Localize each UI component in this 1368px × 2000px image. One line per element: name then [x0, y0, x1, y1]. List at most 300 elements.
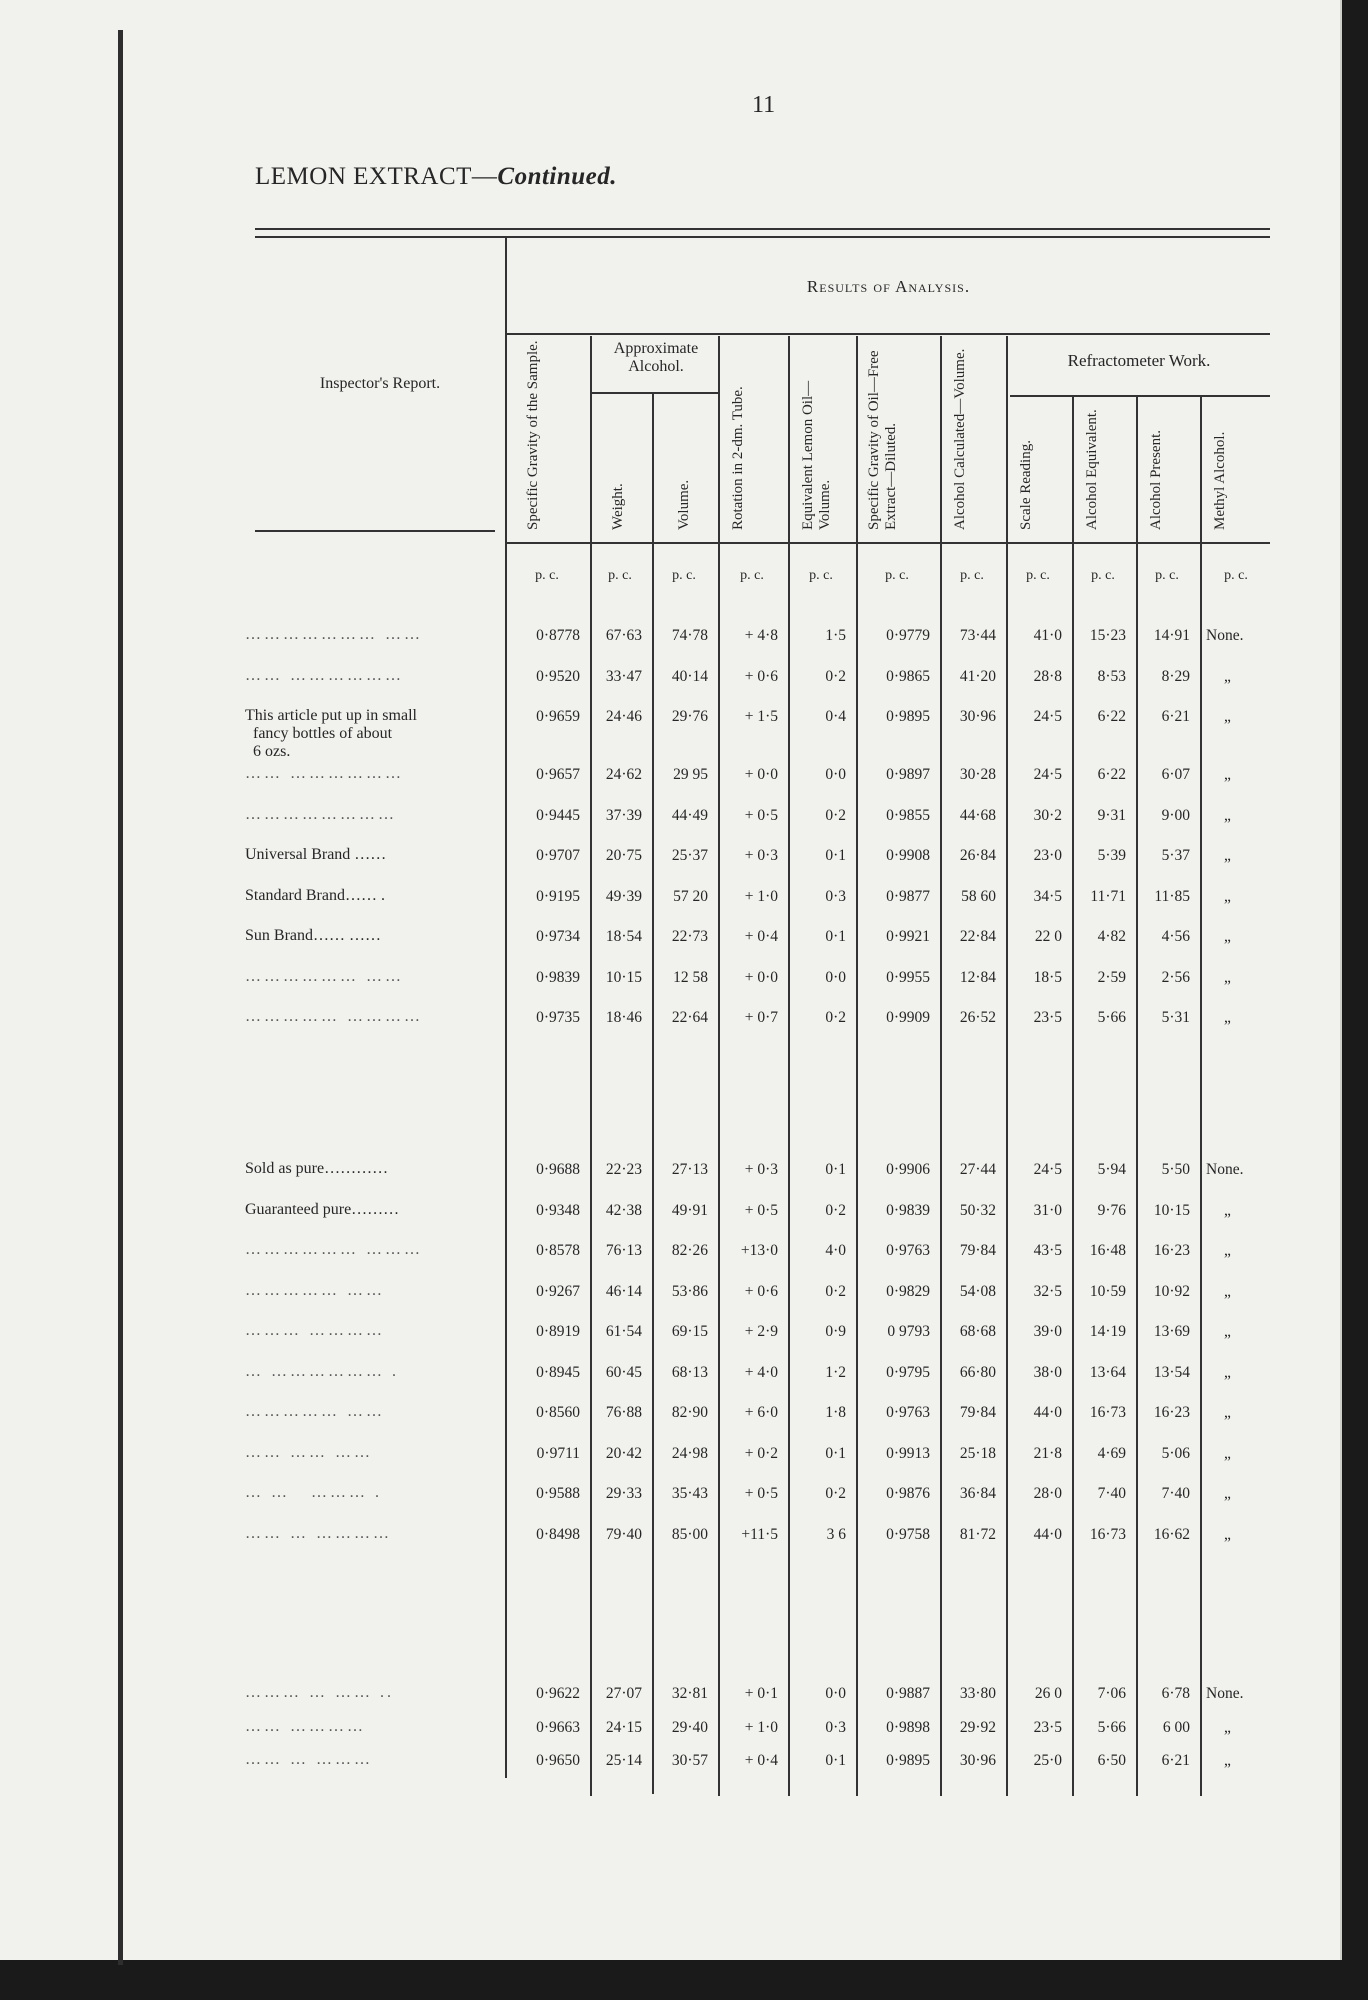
cell-methyl: „: [1224, 1363, 1231, 1381]
header-alcohol-present: Alcohol Present.: [1148, 430, 1164, 530]
header-alcohol-equivalent: Alcohol Equivalent.: [1084, 409, 1100, 530]
header-scale-reading: Scale Reading.: [1018, 440, 1034, 530]
title-continued: Continued.: [497, 163, 618, 190]
cell-equiv: 6·50: [1097, 1752, 1126, 1769]
cell-rot: + 0·6: [744, 1282, 778, 1300]
inspector-report: This article put up in small fancy bottles of about 6 ozs.: [245, 707, 417, 760]
cell-methyl: None.: [1206, 1685, 1244, 1702]
divider-3: [718, 336, 720, 1796]
cell-alc: 27·44: [959, 1161, 996, 1178]
cell-sgof: 0·9829: [886, 1282, 930, 1300]
cell-alc: 66·80: [959, 1363, 996, 1381]
cell-sgof: 0·9839: [886, 1201, 930, 1219]
cell-present: 16·23: [1153, 1404, 1190, 1421]
cell-rot: + 0·5: [744, 806, 778, 824]
cell-alc: 68·68: [959, 1323, 996, 1340]
cell-oil: 1·5: [825, 627, 846, 644]
cell-vol: 22·73: [671, 928, 708, 945]
cell-scale: 23·0: [1033, 847, 1062, 864]
cell-oil: 0·9: [825, 1323, 846, 1340]
header-approx-alcohol: Approximate Alcohol.: [613, 340, 699, 375]
cell-alc: 58 60: [961, 887, 996, 905]
cell-equiv: 9·31: [1097, 806, 1126, 824]
header-rotation: Rotation in 2-dm. Tube.: [730, 386, 746, 530]
divider-2: [652, 394, 654, 1794]
inspector-report: Sun Brand…… ……: [245, 927, 381, 944]
divider-inspector: [505, 238, 507, 1778]
cell-rot: + 0·1: [744, 1685, 778, 1702]
inspector-report: Guaranteed pure………: [245, 1200, 400, 1218]
cell-rot: + 0·5: [744, 1201, 778, 1219]
cell-present: 7·40: [1161, 1485, 1190, 1502]
unit-label: p. c.: [608, 568, 632, 583]
header-weight: Weight.: [610, 483, 626, 530]
cell-sg: 0·9711: [536, 1444, 580, 1462]
cell-equiv: 9·76: [1097, 1201, 1126, 1219]
cell-vol: 24·98: [671, 1444, 708, 1462]
inspector-report: …… ………………: [245, 666, 404, 684]
cell-present: 8·29: [1161, 667, 1190, 685]
divider-6: [940, 336, 942, 1796]
cell-oil: 4·0: [825, 1242, 846, 1259]
cell-sgof: 0·9758: [886, 1525, 930, 1543]
cell-methyl: „: [1224, 806, 1231, 824]
cell-sg: 0·8919: [536, 1323, 580, 1340]
cell-wt: 18·46: [605, 1009, 642, 1026]
cell-present: 6·21: [1161, 1752, 1190, 1769]
cell-equiv: 7·06: [1097, 1685, 1126, 1702]
cell-alc: 54·08: [959, 1282, 996, 1300]
divider-5: [856, 336, 858, 1796]
cell-equiv: 6·22: [1097, 708, 1126, 725]
cell-scale: 30·2: [1033, 806, 1062, 824]
cell-sgof: 0·9887: [886, 1685, 930, 1702]
cell-present: 11·85: [1154, 887, 1190, 905]
cell-scale: 24·5: [1033, 1161, 1062, 1178]
cell-oil: 0·0: [825, 968, 846, 986]
cell-wt: 20·42: [605, 1444, 642, 1462]
cell-equiv: 14·19: [1089, 1323, 1126, 1340]
cell-wt: 18·54: [605, 928, 642, 945]
cell-rot: + 0·4: [744, 1752, 778, 1769]
cell-scale: 24·5: [1033, 708, 1062, 725]
cell-methyl: „: [1224, 1323, 1231, 1340]
cell-vol: 29 95: [673, 766, 708, 783]
cell-sg: 0·8498: [536, 1525, 580, 1543]
cell-equiv: 5·66: [1097, 1009, 1126, 1026]
header-volume: Volume.: [676, 479, 692, 530]
cell-alc: 26·52: [959, 1009, 996, 1026]
cell-scale: 26 0: [1034, 1685, 1062, 1702]
cell-present: 9·00: [1161, 806, 1190, 824]
cell-rot: + 0·6: [744, 667, 778, 685]
cell-alc: 81·72: [959, 1525, 996, 1543]
cell-vol: 82·90: [671, 1404, 708, 1421]
cell-wt: 42·38: [605, 1201, 642, 1219]
cell-oil: 0·1: [825, 928, 846, 945]
cell-alc: 26·84: [959, 847, 996, 864]
cell-wt: 37·39: [605, 806, 642, 824]
cell-scale: 23·5: [1033, 1718, 1062, 1736]
inspector-report: ………………… ……: [245, 626, 423, 643]
cell-present: 4·56: [1161, 928, 1190, 945]
cell-present: 6 00: [1162, 1718, 1190, 1736]
page-title: [255, 163, 617, 191]
cell-oil: 0·2: [825, 1485, 846, 1502]
unit-label: p. c.: [672, 568, 696, 583]
cell-sg: 0·9735: [536, 1009, 580, 1026]
header-specific-gravity: Specific Gravity of the Sample.: [525, 340, 541, 530]
cell-methyl: „: [1224, 766, 1231, 783]
cell-rot: + 1·0: [744, 887, 778, 905]
cell-scale: 44·0: [1033, 1525, 1062, 1543]
cell-sgof: 0·9909: [886, 1009, 930, 1026]
cell-vol: 29·76: [671, 708, 708, 725]
cell-equiv: 16·73: [1089, 1404, 1126, 1421]
unit-label: p. c.: [960, 568, 984, 583]
cell-sgof: 0·9795: [886, 1363, 930, 1381]
cell-vol: 69·15: [671, 1323, 708, 1340]
cell-present: 5·50: [1161, 1161, 1190, 1178]
cell-vol: 22·64: [671, 1009, 708, 1026]
cell-oil: 0·2: [825, 667, 846, 685]
cell-rot: + 2·9: [744, 1323, 778, 1340]
cell-alc: 73·44: [959, 627, 996, 644]
cell-present: 14·91: [1153, 627, 1190, 644]
cell-alc: 33·80: [959, 1685, 996, 1702]
cell-scale: 44·0: [1033, 1404, 1062, 1421]
cell-vol: 35·43: [671, 1485, 708, 1502]
cell-methyl: „: [1224, 1718, 1231, 1736]
cell-sgof: 0·9763: [886, 1242, 930, 1259]
cell-sgof: 0·9865: [886, 667, 930, 685]
cell-rot: + 4·8: [744, 627, 778, 644]
cell-methyl: „: [1224, 847, 1231, 864]
cell-sgof: 0·9955: [886, 968, 930, 986]
refract-rule: [1010, 395, 1270, 397]
divider-9: [1136, 396, 1138, 1796]
cell-sg: 0·9588: [536, 1485, 580, 1502]
cell-wt: 22·23: [605, 1161, 642, 1178]
cell-equiv: 7·40: [1097, 1485, 1126, 1502]
cell-wt: 67·63: [605, 627, 642, 644]
inspector-report: … ……………… .: [245, 1362, 399, 1380]
cell-sgof: 0·9913: [886, 1444, 930, 1462]
cell-sg: 0·9657: [536, 766, 580, 783]
cell-oil: 0·1: [825, 1161, 846, 1178]
cell-wt: 24·62: [605, 766, 642, 783]
cell-sg: 0·9195: [536, 887, 580, 905]
cell-wt: 76·13: [605, 1242, 642, 1259]
header-refractometer: Refractometer Work.: [1067, 351, 1211, 370]
cell-sg: 0·9707: [536, 847, 580, 864]
unit-label: p. c.: [809, 568, 833, 583]
cell-methyl: „: [1224, 968, 1231, 986]
cell-alc: 12·84: [959, 968, 996, 986]
cell-methyl: „: [1224, 1201, 1231, 1219]
cell-methyl: „: [1224, 1242, 1231, 1259]
cell-sg: 0·9663: [536, 1718, 580, 1736]
cell-methyl: „: [1224, 1282, 1231, 1300]
cell-sg: 0·8560: [536, 1404, 580, 1421]
cell-methyl: „: [1224, 1444, 1231, 1462]
inspector-report: …… …………: [245, 1717, 366, 1735]
cell-sg: 0·9520: [536, 667, 580, 685]
cell-alc: 30·96: [959, 708, 996, 725]
cell-equiv: 10·59: [1089, 1282, 1126, 1300]
inspector-report: ……… …………: [245, 1322, 385, 1339]
cell-sg: 0·9734: [536, 928, 580, 945]
unit-label: p. c.: [740, 568, 764, 583]
cell-vol: 53·86: [671, 1282, 708, 1300]
cell-wt: 24·46: [605, 708, 642, 725]
cell-scale: 31·0: [1033, 1201, 1062, 1219]
cell-present: 2·56: [1161, 968, 1190, 986]
cell-equiv: 16·48: [1089, 1242, 1126, 1259]
cell-vol: 85·00: [671, 1525, 708, 1543]
cell-alc: 44·68: [959, 806, 996, 824]
cell-alc: 50·32: [959, 1201, 996, 1219]
header-results: Results of Analysis.: [806, 277, 971, 296]
header-alcohol-calc: Alcohol Calculated—Volume.: [952, 348, 968, 530]
cell-vol: 40·14: [671, 667, 708, 685]
cell-rot: + 6·0: [744, 1404, 778, 1421]
inspector-report: …… … …………: [245, 1524, 392, 1542]
header-lemon-oil: Equivalent Lemon Oil—Volume.: [800, 380, 833, 530]
cell-oil: 0·4: [825, 708, 846, 725]
inspector-report: …………… ……: [245, 1281, 385, 1299]
cell-vol: 68·13: [671, 1363, 708, 1381]
cell-sgof: 0·9898: [886, 1718, 930, 1736]
header-sg-oil-free: Specific Gravity of Oil—Free Extract—Diluted.: [866, 350, 899, 530]
cell-methyl: „: [1224, 887, 1231, 905]
cell-rot: + 1·5: [744, 708, 778, 725]
cell-scale: 22 0: [1034, 928, 1062, 945]
cell-oil: 0·2: [825, 1201, 846, 1219]
cell-oil: 1·8: [825, 1404, 846, 1421]
cell-scale: 25·0: [1033, 1752, 1062, 1769]
cell-rot: + 0·5: [744, 1485, 778, 1502]
cell-methyl: „: [1224, 667, 1231, 685]
cell-methyl: None.: [1206, 1161, 1244, 1178]
cell-sgof: 0 9793: [887, 1323, 930, 1340]
inspector-report: … … ……… .: [245, 1484, 382, 1501]
cell-methyl: „: [1224, 1404, 1231, 1421]
header-inspector: Inspector's Report.: [319, 375, 441, 392]
cell-rot: + 0·0: [744, 968, 778, 986]
cell-wt: 33·47: [605, 667, 642, 685]
results-rule: [507, 333, 1270, 335]
cell-scale: 28·0: [1033, 1485, 1062, 1502]
cell-vol: 44·49: [671, 806, 708, 824]
cell-sgof: 0·9877: [886, 887, 930, 905]
cell-equiv: 4·82: [1097, 928, 1126, 945]
cell-vol: 30·57: [671, 1752, 708, 1769]
cell-oil: 0·0: [825, 1685, 846, 1702]
cell-methyl: „: [1224, 708, 1231, 725]
cell-wt: 24·15: [605, 1718, 642, 1736]
cell-present: 5·31: [1161, 1009, 1190, 1026]
cell-wt: 27·07: [605, 1685, 642, 1702]
cell-rot: + 4·0: [744, 1363, 778, 1381]
inspector-report: ……… … …… ..: [245, 1684, 394, 1701]
cell-oil: 0·0: [825, 766, 846, 783]
cell-scale: 34·5: [1033, 887, 1062, 905]
title-main: LEMON EXTRACT—: [255, 163, 498, 190]
inspector-report: …… … ………: [245, 1751, 373, 1768]
cell-sg: 0·9348: [536, 1201, 580, 1219]
cell-equiv: 8·53: [1097, 667, 1126, 685]
cell-equiv: 5·66: [1097, 1718, 1126, 1736]
cell-methyl: „: [1224, 928, 1231, 945]
inspector-report: ……………… ………: [245, 1241, 423, 1258]
cell-scale: 28·8: [1033, 667, 1062, 685]
cell-vol: 57 20: [673, 887, 708, 905]
top-rule: [255, 228, 1270, 230]
unit-label: p. c.: [535, 568, 559, 583]
cell-present: 6·78: [1161, 1685, 1190, 1702]
cell-scale: 38·0: [1033, 1363, 1062, 1381]
cell-sgof: 0·9855: [886, 806, 930, 824]
cell-oil: 0·2: [825, 1282, 846, 1300]
divider-4: [788, 336, 790, 1796]
divider-10: [1200, 396, 1202, 1796]
cell-oil: 3 6: [826, 1525, 846, 1543]
cell-wt: 20·75: [605, 847, 642, 864]
cell-rot: + 0·0: [744, 766, 778, 783]
cell-alc: 41·20: [959, 667, 996, 685]
unit-label: p. c.: [1155, 568, 1179, 583]
cell-alc: 25·18: [959, 1444, 996, 1462]
inspector-rule: [255, 530, 495, 532]
cell-sg: 0·9445: [536, 806, 580, 824]
cell-alc: 36·84: [959, 1485, 996, 1502]
divider-1: [590, 336, 592, 1796]
cell-scale: 32·5: [1033, 1282, 1062, 1300]
cell-sgof: 0·9763: [886, 1404, 930, 1421]
cell-oil: 0·3: [825, 1718, 846, 1736]
cell-vol: 25·37: [671, 847, 708, 864]
cell-sg: 0·8578: [536, 1242, 580, 1259]
cell-present: 16·23: [1153, 1242, 1190, 1259]
cell-present: 13·69: [1153, 1323, 1190, 1340]
binding-edge: [118, 30, 123, 1965]
cell-vol: 32·81: [671, 1685, 708, 1702]
cell-equiv: 6·22: [1097, 766, 1126, 783]
cell-sg: 0·9650: [536, 1752, 580, 1769]
cell-methyl: „: [1224, 1525, 1231, 1543]
cell-oil: 0·2: [825, 806, 846, 824]
cell-wt: 61·54: [605, 1323, 642, 1340]
cell-present: 13·54: [1153, 1363, 1190, 1381]
cell-rot: + 0·3: [744, 847, 778, 864]
cell-alc: 30·96: [959, 1752, 996, 1769]
cell-wt: 46·14: [605, 1282, 642, 1300]
inspector-report: …………… …………: [245, 1008, 423, 1025]
cell-wt: 79·40: [605, 1525, 642, 1543]
cell-rot: +11·5: [741, 1525, 778, 1543]
cell-sgof: 0·9897: [886, 766, 930, 783]
unit-label: p. c.: [1091, 568, 1115, 583]
inspector-report: …………… ……: [245, 1403, 385, 1420]
cell-sgof: 0·9876: [886, 1485, 930, 1502]
cell-methyl: „: [1224, 1485, 1231, 1502]
cell-oil: 0·2: [825, 1009, 846, 1026]
cell-alc: 79·84: [959, 1242, 996, 1259]
cell-scale: 24·5: [1033, 766, 1062, 783]
cell-sgof: 0·9895: [886, 1752, 930, 1769]
inspector-report: ……………… ……: [245, 967, 404, 985]
divider-8: [1072, 396, 1074, 1796]
cell-rot: + 1·0: [744, 1718, 778, 1736]
cell-vol: 12 58: [673, 968, 708, 986]
cell-sg: 0·9839: [536, 968, 580, 986]
cell-methyl: None.: [1206, 627, 1244, 644]
top-rule-2: [255, 236, 1270, 238]
cell-rot: + 0·7: [744, 1009, 778, 1026]
cell-rot: + 0·3: [744, 1161, 778, 1178]
cell-rot: + 0·2: [744, 1444, 778, 1462]
inspector-report: ……………………: [245, 805, 397, 823]
cell-oil: 1·2: [825, 1363, 846, 1381]
inspector-report: Standard Brand…… .: [245, 886, 385, 904]
cell-scale: 43·5: [1033, 1242, 1062, 1259]
inspector-report: …… ………………: [245, 765, 404, 782]
cell-sgof: 0·9908: [886, 847, 930, 864]
cell-equiv: 2·59: [1097, 968, 1126, 986]
cell-vol: 29·40: [671, 1718, 708, 1736]
cell-rot: +13·0: [740, 1242, 778, 1259]
cell-methyl: „: [1224, 1009, 1231, 1026]
cell-methyl: „: [1224, 1752, 1231, 1769]
cell-alc: 79·84: [959, 1404, 996, 1421]
cell-sg: 0·9622: [536, 1685, 580, 1702]
cell-sg: 0·8778: [536, 627, 580, 644]
cell-alc: 22·84: [959, 928, 996, 945]
cell-equiv: 13·64: [1089, 1363, 1126, 1381]
cell-present: 10·15: [1153, 1201, 1190, 1219]
divider-7: [1006, 336, 1008, 1796]
cell-present: 5·06: [1161, 1444, 1190, 1462]
cell-sg: 0·9267: [536, 1282, 580, 1300]
cell-equiv: 15·23: [1089, 627, 1126, 644]
cell-present: 10·92: [1153, 1282, 1190, 1300]
cell-present: 6·07: [1161, 766, 1190, 783]
cell-sgof: 0·9779: [886, 627, 930, 644]
inspector-report: Sold as pure…………: [245, 1160, 389, 1177]
cell-wt: 60·45: [605, 1363, 642, 1381]
header-methyl-alcohol: Methyl Alcohol.: [1212, 431, 1228, 530]
cell-sgof: 0·9921: [886, 928, 930, 945]
cell-scale: 21·8: [1033, 1444, 1062, 1462]
cell-sgof: 0·9895: [886, 708, 930, 725]
cell-wt: 29·33: [605, 1485, 642, 1502]
cell-sg: 0·8945: [536, 1363, 580, 1381]
approx-rule: [592, 392, 720, 394]
cell-present: 6·21: [1161, 708, 1190, 725]
unit-label: p. c.: [1224, 568, 1248, 583]
page-number: 11: [752, 92, 776, 118]
cell-oil: 0·1: [825, 1752, 846, 1769]
cell-rot: + 0·4: [744, 928, 778, 945]
cell-scale: 23·5: [1033, 1009, 1062, 1026]
cell-sgof: 0·9906: [886, 1161, 930, 1178]
cell-equiv: 16·73: [1089, 1525, 1126, 1543]
unit-label: p. c.: [1026, 568, 1050, 583]
cell-equiv: 5·94: [1097, 1161, 1126, 1178]
cell-alc: 30·28: [959, 766, 996, 783]
cell-wt: 25·14: [605, 1752, 642, 1769]
